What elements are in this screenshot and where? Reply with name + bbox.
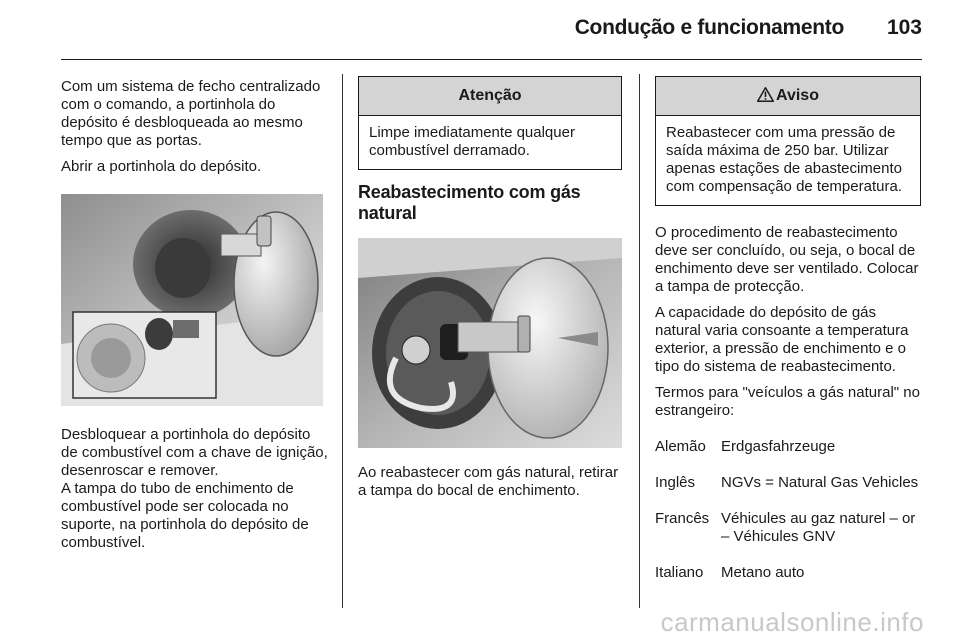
column-middle: [358, 76, 622, 500]
watermark: carmanualsonline.info: [660, 607, 924, 637]
terms-language: Alemão: [655, 438, 706, 455]
paragraph: Com um sistema de fecho centralizado com o comando, a portinhola do depósito é desbloqueada ao mesmo tempo que as portas.: [61, 78, 321, 149]
paragraph: Ao reabastecer com gás natural, retirar a tampa do bocal de enchimento.: [358, 464, 619, 499]
column-divider: [342, 74, 343, 608]
column-right: [655, 76, 921, 600]
warning-title: Aviso: [776, 87, 819, 104]
gas-filler-illustration: [358, 238, 622, 448]
terms-language: Francês: [655, 510, 710, 527]
terms-row: [655, 510, 921, 546]
paragraph: A tampa do tubo de enchimento de combustível pode ser colocada no suporte, na portinhola do depósito de combustível.: [61, 480, 309, 551]
header-rule: [61, 59, 922, 60]
terms-value: Metano auto: [721, 564, 805, 581]
terms-row: [655, 474, 921, 492]
paragraph: Abrir a portinhola do depósito.: [61, 158, 262, 175]
terms-table: [655, 438, 921, 582]
terms-row: [655, 438, 921, 456]
paragraph: Desbloquear a portinhola do depósito de combustível com a chave de ignição, desenroscar e remover.: [61, 426, 328, 479]
section-heading: Reabastecimento com gás natural: [358, 182, 581, 223]
terms-row: [655, 564, 921, 582]
warning-body: Reabastecer com uma pressão de saída máxima de 250 bar. Utilizar apenas estações de abastecimento com compensação de temperatura.: [666, 124, 902, 195]
column-divider: [639, 74, 640, 608]
terms-value: Erdgasfahrzeuge: [721, 438, 836, 455]
terms-value: Véhicules au gaz naturel – or – Véhicules GNV: [721, 510, 916, 545]
warning-box: [655, 76, 921, 206]
column-left: [61, 78, 329, 552]
warning-triangle-icon: [757, 79, 774, 117]
paragraph: Termos para "veículos a gás natural" no estrangeiro:: [655, 384, 920, 419]
terms-language: Italiano: [655, 564, 704, 581]
paragraph: O procedimento de reabastecimento deve ser concluído, ou seja, o bocal de enchimento deve ser ventilado. Colocar a tampa de protecção.: [655, 224, 919, 295]
notice-box: [358, 76, 622, 170]
paragraph: A capacidade do depósito de gás natural varia consoante a temperatura exterior, a pressão de enchimento e o tipo do sistema de reabastecimento.: [655, 304, 909, 375]
notice-body: Limpe imediatamente qualquer combustível derramado.: [369, 124, 575, 159]
warning-header: [656, 77, 920, 116]
terms-value: NGVs = Natural Gas Vehicles: [721, 474, 919, 491]
terms-language: Inglês: [655, 474, 696, 491]
page-number: 103: [886, 16, 922, 39]
notice-title: Atenção: [359, 77, 621, 116]
page-title: Condução e funcionamento: [574, 16, 844, 39]
fuel-flap-illustration: [61, 194, 323, 406]
